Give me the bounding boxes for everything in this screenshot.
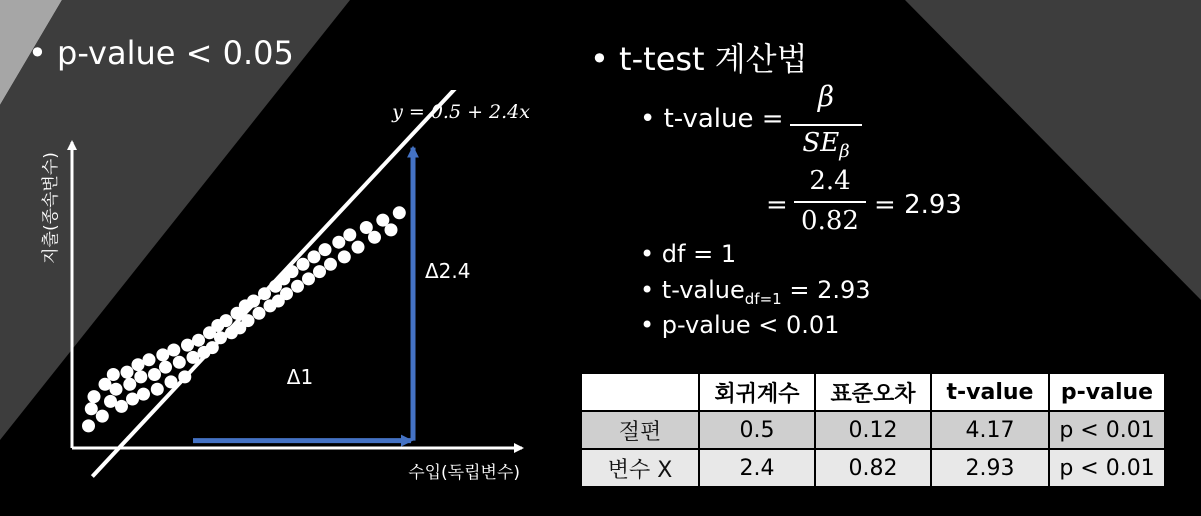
data-points xyxy=(82,206,406,432)
header-cell: p-value xyxy=(1049,373,1165,411)
delta-x-label: Δ1 xyxy=(286,365,314,389)
row-header-cell: 절편 xyxy=(581,411,699,449)
equals-sign: = xyxy=(761,104,784,134)
regression-chart xyxy=(0,90,560,490)
tvalue-df-bullet: • t-value$_{df=1}$ = 2.93 xyxy=(640,276,871,308)
table-cell: p < 0.01 xyxy=(1049,411,1165,449)
pvalue-text: p-value < 0.01 xyxy=(661,311,840,339)
tvalue-label: t-value xyxy=(663,104,754,134)
left-bullet-text: p-value < 0.05 xyxy=(57,34,294,72)
data-point xyxy=(253,307,266,320)
data-point xyxy=(385,223,398,236)
delta-y-label: Δ2.4 xyxy=(425,259,471,283)
data-point xyxy=(297,258,310,271)
data-point xyxy=(159,361,172,374)
tvalue-result xyxy=(874,190,962,220)
equals-sign-3: = xyxy=(874,190,896,220)
left-bullet: • p-value < 0.05 xyxy=(28,34,294,72)
pvalue-bullet: • p-value < 0.01 xyxy=(640,311,840,339)
se-symbol: SE xyxy=(802,128,840,158)
table-cell: 4.17 xyxy=(931,411,1049,449)
y-axis-label: 지출(종속변수) xyxy=(41,152,61,264)
data-point xyxy=(96,410,109,423)
tvalue-df-prefix: t-value xyxy=(661,276,745,304)
table-cell: p < 0.01 xyxy=(1049,449,1165,487)
bg-corner-right xyxy=(905,0,1201,300)
data-point xyxy=(302,272,315,285)
data-point xyxy=(352,241,365,254)
fraction1-bar xyxy=(790,124,862,126)
data-point xyxy=(110,383,123,396)
header-cell: 회귀계수 xyxy=(699,373,815,411)
data-point xyxy=(88,390,101,403)
table-cell: 0.12 xyxy=(815,411,931,449)
data-point xyxy=(368,231,381,244)
table-header-row xyxy=(581,373,1165,411)
data-point xyxy=(332,236,345,249)
tvalue-df-subscript: df=1 xyxy=(744,289,782,308)
table-row xyxy=(581,449,1165,487)
data-point xyxy=(148,368,161,381)
data-point xyxy=(121,366,134,379)
fraction2-bar xyxy=(794,201,866,203)
data-point xyxy=(151,383,164,396)
fraction1-denominator xyxy=(790,128,862,162)
data-point xyxy=(192,334,205,347)
tvalue-result-value: 2.93 xyxy=(904,190,962,220)
data-point xyxy=(134,370,147,383)
data-point xyxy=(82,419,95,432)
data-point xyxy=(137,388,150,401)
df-bullet: • df = 1 xyxy=(640,240,737,268)
row-header-cell: 변수 X xyxy=(581,449,699,487)
header-cell xyxy=(581,373,699,411)
tvalue-bullet: • t-value = xyxy=(640,104,784,134)
data-point xyxy=(324,258,337,271)
data-point xyxy=(319,243,332,256)
header-cell: 표준오차 xyxy=(815,373,931,411)
data-point xyxy=(85,402,98,415)
tvalue-df-suffix: = 2.93 xyxy=(781,276,871,304)
right-title-text: t-test 계산법 xyxy=(619,40,808,78)
data-point xyxy=(313,265,326,278)
data-point xyxy=(167,344,180,357)
data-point xyxy=(338,250,351,263)
data-point xyxy=(173,356,186,369)
data-point xyxy=(291,280,304,293)
data-point xyxy=(143,353,156,366)
data-point xyxy=(393,206,406,219)
fraction2-numerator: 2.4 xyxy=(809,166,851,196)
table-cell: 2.93 xyxy=(931,449,1049,487)
regression-table xyxy=(580,372,1166,488)
data-point xyxy=(220,314,233,327)
right-title: • t-test 계산법 xyxy=(590,40,808,78)
data-point xyxy=(107,368,120,381)
regression-equation: y = 0.5 + 2.4x xyxy=(392,101,530,123)
table-row xyxy=(581,411,1165,449)
se-subscript: β xyxy=(839,141,850,163)
data-point xyxy=(123,378,136,391)
data-point xyxy=(280,287,293,300)
table-cell: 0.82 xyxy=(815,449,931,487)
table-cell: 0.5 xyxy=(699,411,815,449)
df-text: df = 1 xyxy=(661,240,737,268)
data-point xyxy=(115,400,128,413)
table-cell: 2.4 xyxy=(699,449,815,487)
fraction1-numerator: β xyxy=(817,80,835,113)
x-axis-label: 수입(독립변수) xyxy=(408,463,520,483)
equals-sign-2: = xyxy=(766,190,788,220)
header-cell: t-value xyxy=(931,373,1049,411)
data-point xyxy=(343,228,356,241)
fraction2-denominator: 0.82 xyxy=(801,206,859,236)
data-point xyxy=(308,250,321,263)
